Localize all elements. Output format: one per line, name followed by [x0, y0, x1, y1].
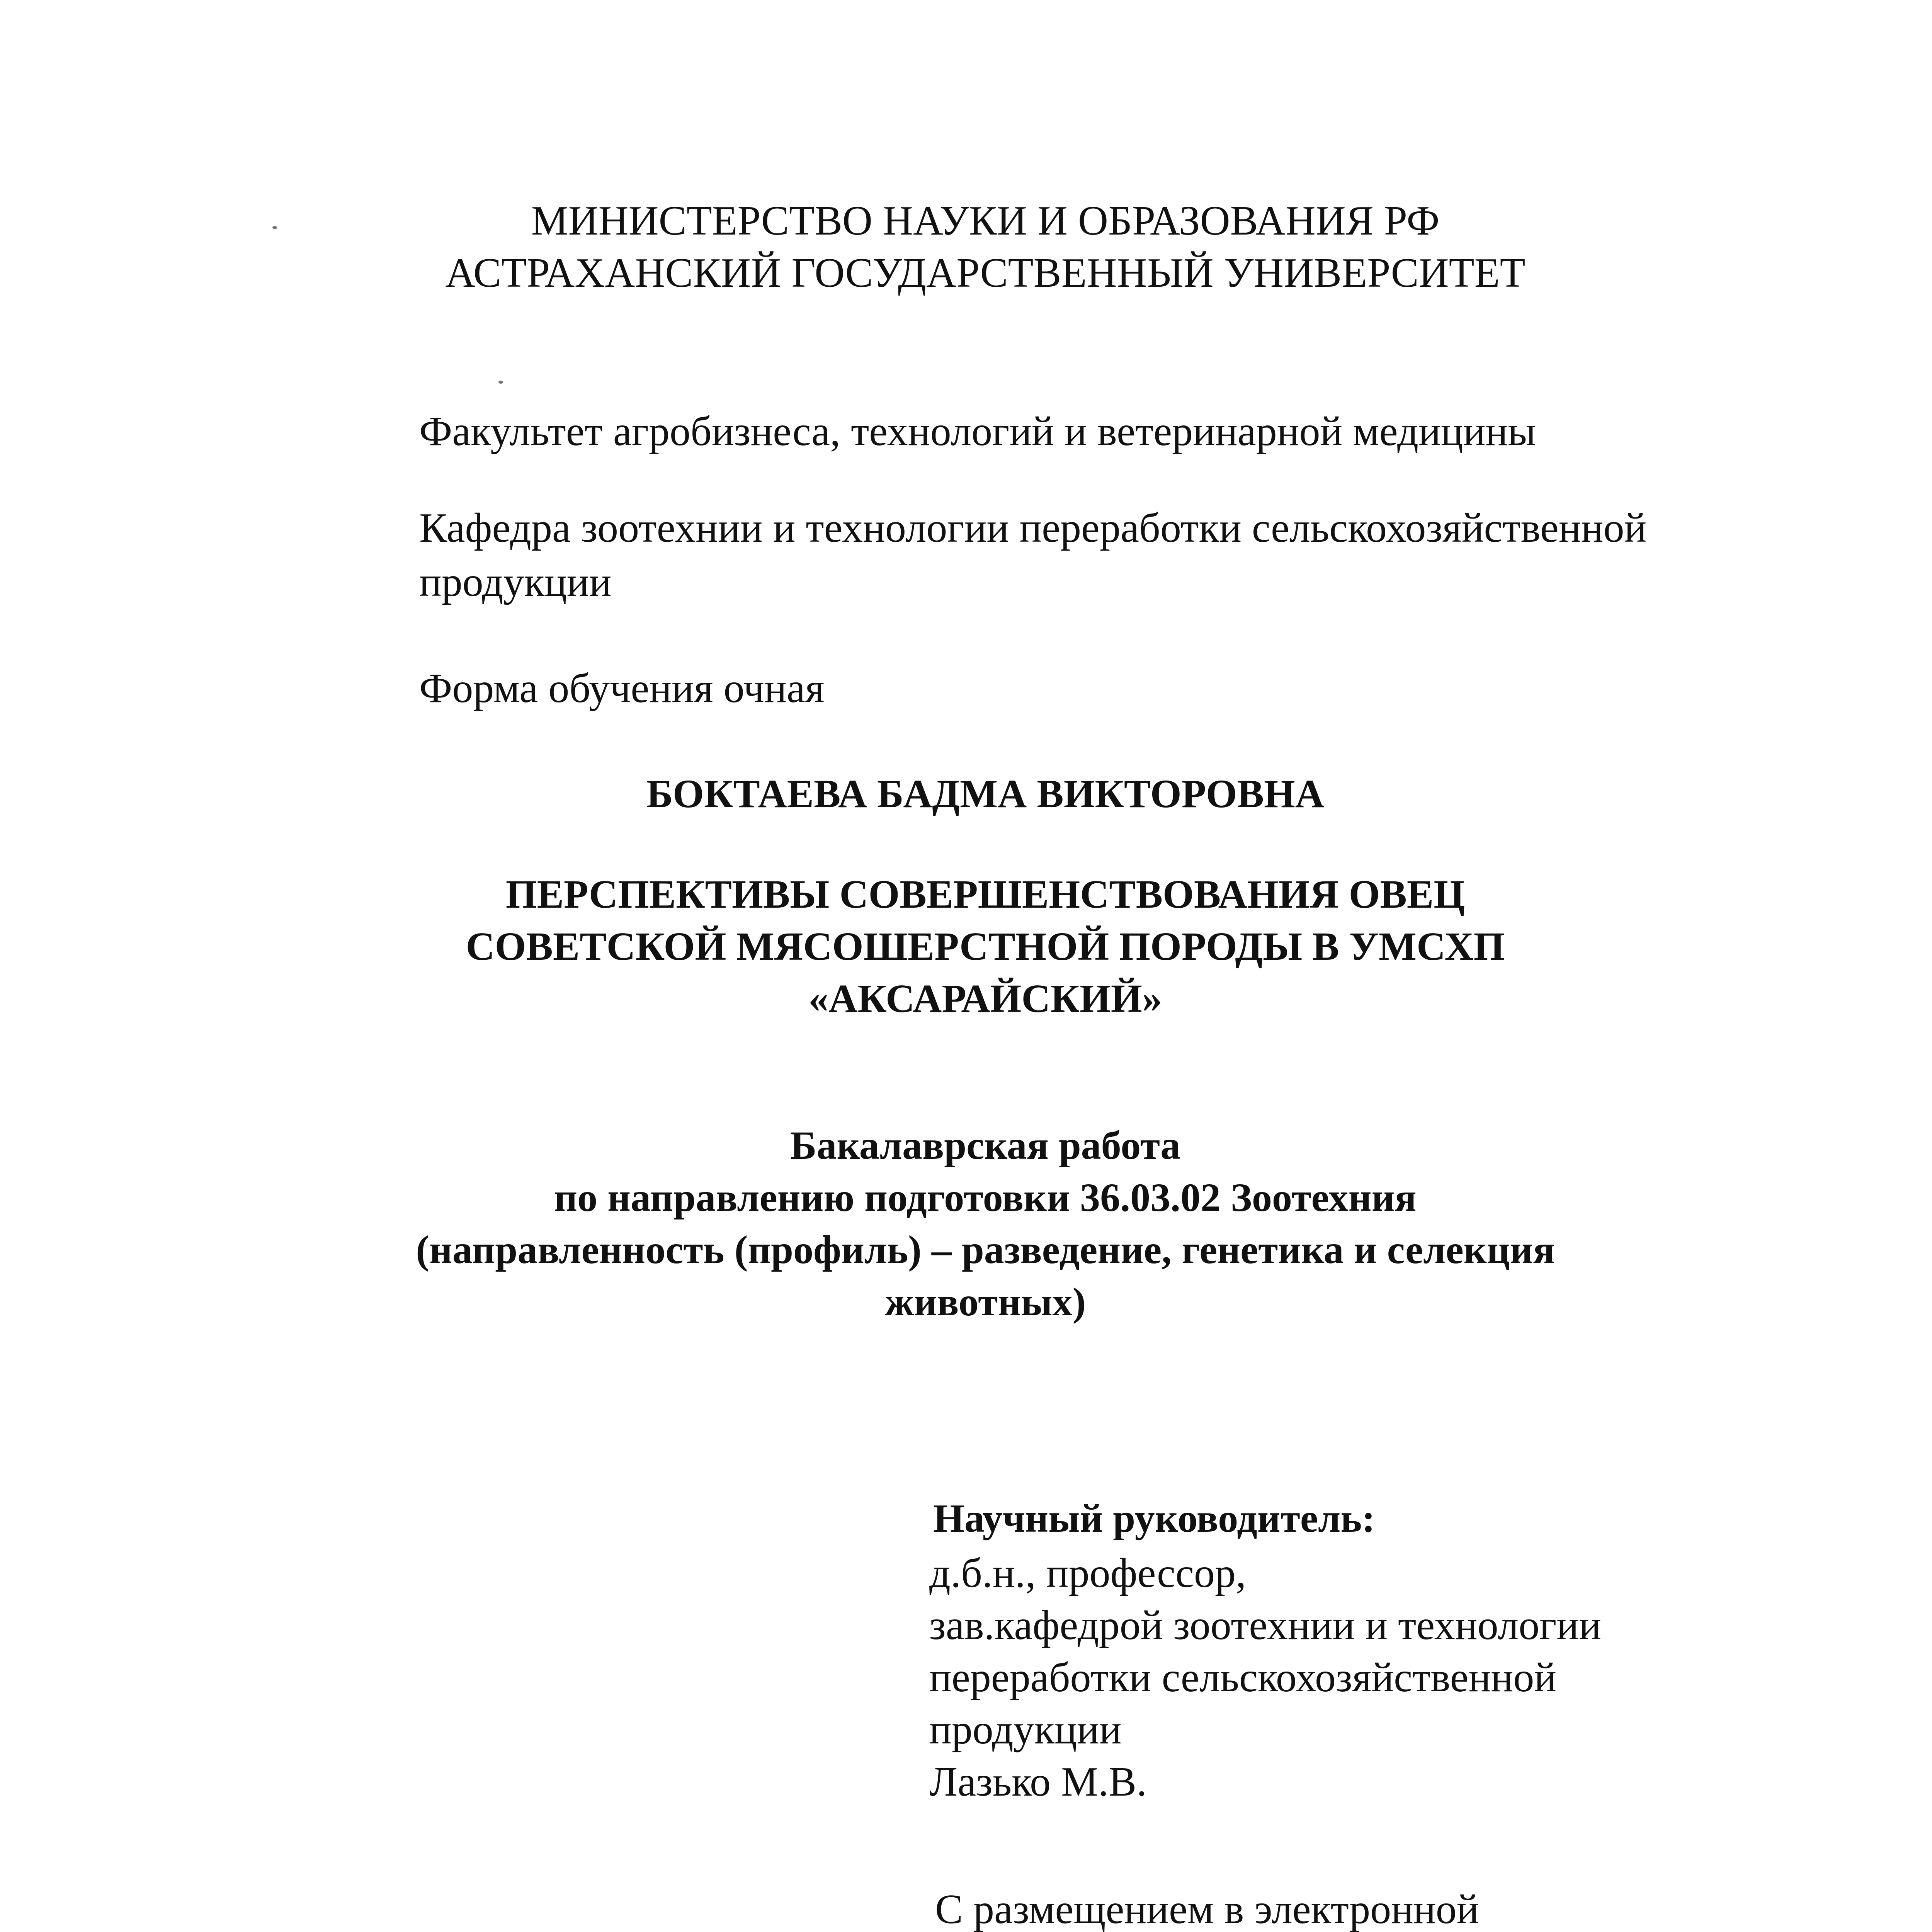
author-name: БОКТАЕВА БАДМА ВИКТОРОВНА: [646, 772, 1324, 816]
consent-line-1: С размещением в электронной: [935, 1886, 1479, 1932]
work-profile-line-2: животных): [884, 1280, 1086, 1324]
supervisor-position-line-3: продукции: [929, 1707, 1122, 1753]
thesis-title-line-3: «АКСАРАЙСКИЙ»: [808, 976, 1162, 1021]
supervisor-degree: д.б.н., профессор,: [929, 1550, 1246, 1596]
department-line-1: Кафедра зоотехнии и технологии переработки сельскохозяйственной: [419, 505, 1647, 551]
university-heading: АСТРАХАНСКИЙ ГОСУДАРСТВЕННЫЙ УНИВЕРСИТЕТ: [445, 250, 1526, 296]
work-type: Бакалаврская работа: [790, 1123, 1181, 1168]
supervisor-position-line-2: переработки сельскохозяйственной: [929, 1655, 1557, 1701]
scan-speck: [498, 381, 503, 384]
work-direction: по направлению подготовки 36.03.02 Зоотехния: [554, 1175, 1417, 1220]
ministry-heading: МИНИСТЕРСТВО НАУКИ И ОБРАЗОВАНИЯ РФ: [531, 198, 1440, 244]
thesis-title-line-2: СОВЕТСКОЙ МЯСОШЕРСТНОЙ ПОРОДЫ В УМСХП: [466, 924, 1505, 969]
supervisor-heading: Научный руководитель:: [933, 1496, 1375, 1541]
supervisor-name: Лазько М.В.: [929, 1759, 1147, 1805]
work-profile-line-1: (направленность (профиль) – разведение, генетика и селекция: [416, 1228, 1555, 1272]
department-line-2: продукции: [419, 559, 612, 605]
study-form-line: Форма обучения очная: [419, 665, 825, 711]
faculty-line: Факультет агробизнеса, технологий и ветеринарной медицины: [419, 408, 1536, 454]
supervisor-position-line-1: зав.кафедрой зоотехнии и технологии: [929, 1602, 1601, 1648]
scan-speck: [272, 226, 277, 229]
thesis-title-line-1: ПЕРСПЕКТИВЫ СОВЕРШЕНСТВОВАНИЯ ОВЕЦ: [505, 872, 1465, 917]
